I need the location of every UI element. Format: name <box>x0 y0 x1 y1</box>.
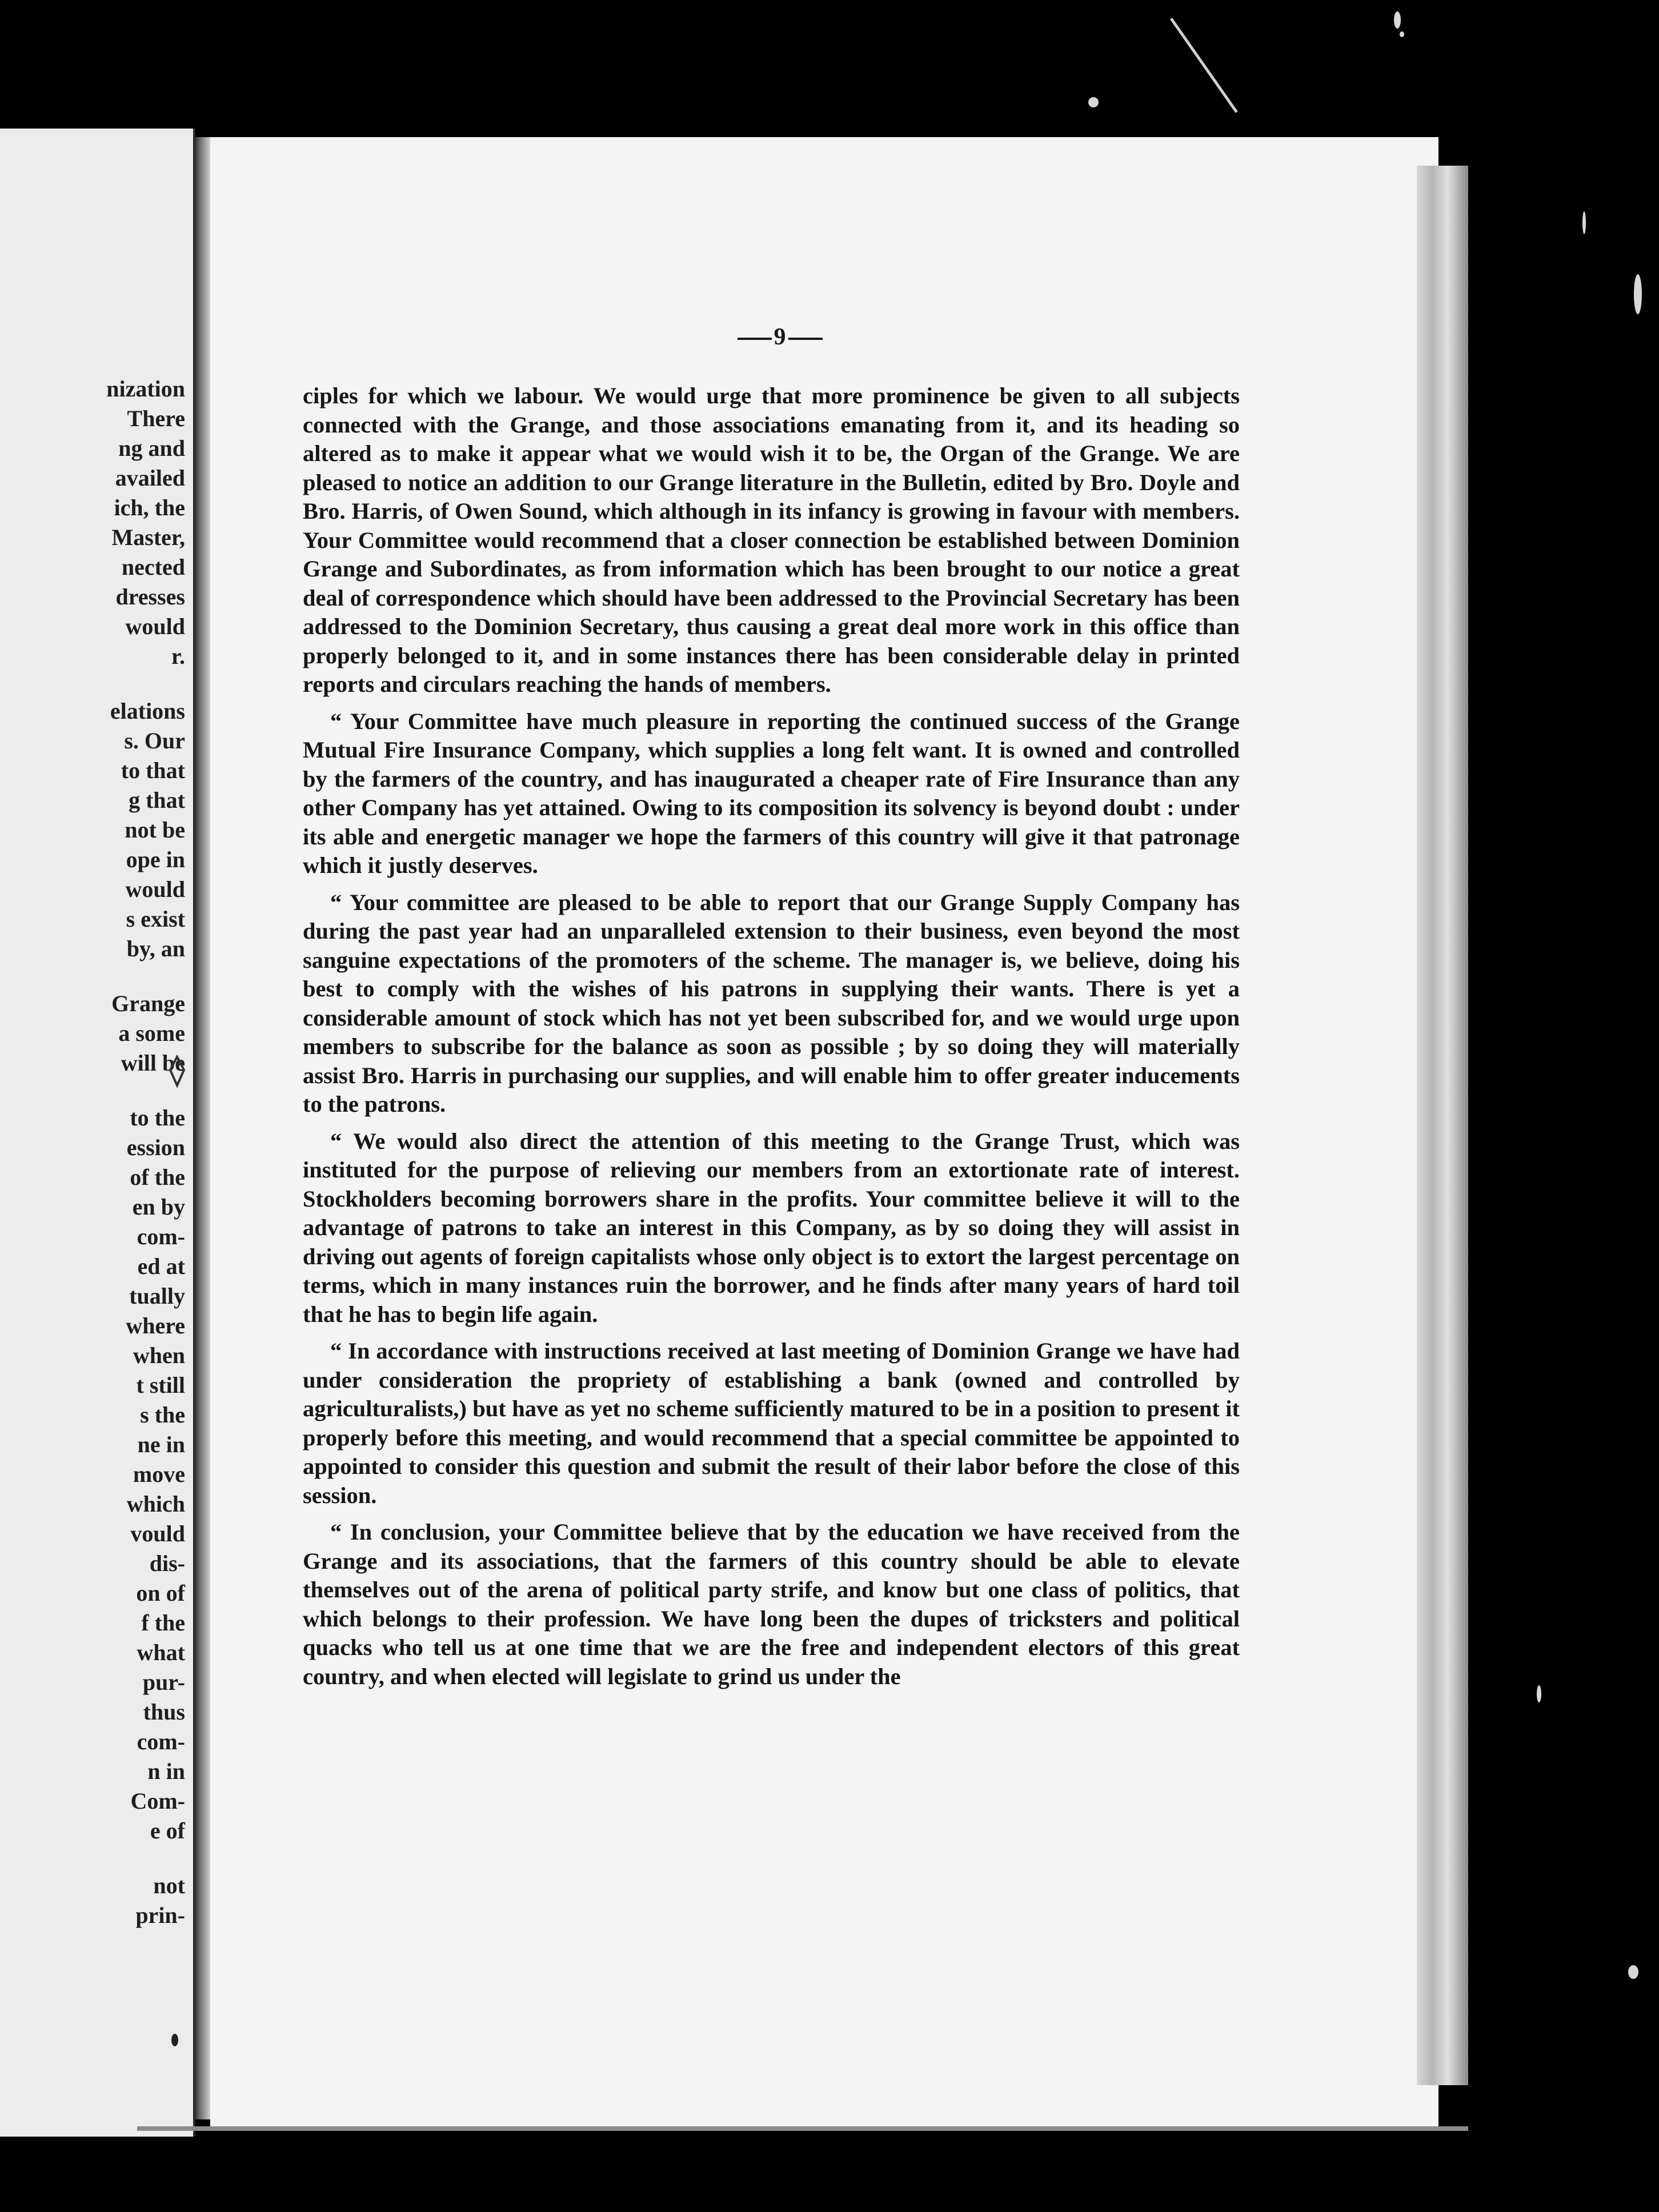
previous-page-line: s. Our <box>124 728 185 754</box>
previous-page-text <box>2 374 185 1930</box>
page-number <box>717 323 843 351</box>
dust-speck <box>1088 97 1099 107</box>
previous-page-line: prin- <box>135 1902 185 1928</box>
paragraph: “ In accordance with instructions received at last meeting of Dominion Grange we have had under consideration the propriety of establishing a bank (owned and controlled by agriculturalists,) but have as yet no scheme sufficiently matured to be in a position to present it properly before this meeting, and would recommend that a special committee be appointed to appointed to consider this question and submit the result of their labor before the close of this session. <box>303 1338 1240 1508</box>
previous-page-line: com- <box>137 1224 185 1249</box>
page-gutter <box>193 137 210 2119</box>
previous-page-line: dis- <box>149 1550 185 1576</box>
previous-page-line: pur- <box>142 1669 185 1695</box>
previous-page-line: com- <box>137 1729 185 1754</box>
previous-page-line: not <box>153 1873 185 1898</box>
previous-page-line: There <box>127 406 185 431</box>
previous-page-line: f the <box>141 1610 185 1636</box>
previous-page-line: dresses <box>115 584 185 610</box>
previous-page-line: would <box>125 614 185 639</box>
previous-page-line: by, an <box>126 936 185 961</box>
previous-page-line: to that <box>121 758 185 783</box>
paragraph: “ Your committee are pleased to be able to report that our Grange Supply Company has during the past year had an unparalleled extension to their business, even beyond the most sanguine expectations of the promoters of the scheme. The manager is, we believe, doing his best to comply with the wishes of his patrons in supplying their wants. There is yet a considerable amount of stock which has not yet been subscribed for, and we would urge upon members to subscribe for the balance as soon as possible ; by so doing they will materially assist Bro. Harris in purchasing our supplies, and will enable him to offer greater inducements to the patrons. <box>303 889 1240 1117</box>
previous-page-line: what <box>137 1640 185 1665</box>
previous-page-line: nization <box>106 376 185 402</box>
previous-page-line: tually <box>129 1283 185 1309</box>
previous-page-line: to the <box>130 1105 185 1131</box>
dust-speck <box>1628 1965 1638 1979</box>
previous-page-line: elations <box>110 698 185 724</box>
previous-page-line: would <box>125 876 185 902</box>
previous-page-line: s exist <box>126 906 185 932</box>
page-body-text <box>303 382 1240 1699</box>
previous-page-line: s the <box>140 1402 185 1428</box>
previous-page-line: will be <box>121 1050 185 1076</box>
previous-page-line: Master, <box>111 524 185 550</box>
previous-page-line: on of <box>136 1580 185 1606</box>
previous-page-line: vould <box>130 1521 185 1546</box>
previous-page-line: e of <box>150 1818 185 1844</box>
dust-speck <box>1537 1685 1541 1702</box>
previous-page-line: ich, the <box>114 495 185 520</box>
paragraph: “ We would also direct the attention of this meeting to the Grange Trust, which was instituted for the purpose of relieving our members from an extortionate rate of interest. Stockholders becoming borrowers share in the profits. Your committee believe it will to the advantage of patrons to take an interest in this Company, as by so doing they will assist in driving out agents of foreign capitalists whose only object is to extort the largest percentage on terms, which in many instances ruin the borrower, and he finds after many years of hard toil that he has to begin life again. <box>303 1128 1240 1327</box>
previous-page-line: not be <box>125 817 185 843</box>
dust-speck <box>1400 31 1404 37</box>
previous-page-line: en by <box>132 1194 185 1220</box>
previous-page-line: g that <box>129 787 185 813</box>
previous-page-line: a some <box>118 1020 185 1046</box>
page-bottom-edge <box>137 2126 1468 2131</box>
page-number-value: 9 <box>774 324 786 350</box>
previous-page-line: ng and <box>118 435 185 461</box>
previous-page-line: thus <box>143 1699 185 1725</box>
line-gap <box>2 964 185 989</box>
line-gap <box>2 1078 185 1103</box>
line-gap <box>2 671 185 696</box>
dust-speck <box>1582 211 1586 234</box>
binding-mark-icon <box>166 1054 189 1088</box>
previous-page-line: t still <box>136 1372 185 1398</box>
previous-page-line: move <box>133 1461 185 1487</box>
film-scratch <box>1170 18 1238 113</box>
ink-blot <box>171 2034 178 2046</box>
paragraph: “ Your Committee have much pleasure in reporting the continued success of the Grange Mutual Fire Insurance Company, which supplies a long felt want. It is owned and controlled by the farmers of the country, and has inaugurated a cheaper rate of Fire Insurance than any other Company has yet attained. Owing to its composition its solvency is beyond doubt : under its able and energetic manager we hope the farmers of this country will give it that patronage which it justly deserves. <box>303 708 1240 878</box>
line-gap <box>2 1846 185 1871</box>
previous-page-line: nected <box>121 554 185 580</box>
previous-page-line: when <box>133 1343 185 1368</box>
previous-page-fragment <box>0 129 195 2137</box>
previous-page-line: where <box>126 1313 185 1339</box>
page-number-dash-left <box>738 338 772 340</box>
previous-page-line: Com- <box>130 1788 185 1814</box>
page-edge-shadow <box>1417 166 1468 2085</box>
previous-page-line: Grange <box>111 991 185 1016</box>
page-number-dash-right <box>788 338 823 340</box>
previous-page-line: ne in <box>137 1432 185 1457</box>
previous-page-line: r. <box>171 643 185 669</box>
previous-page-line: ession <box>126 1135 185 1160</box>
previous-page-line: availed <box>115 465 185 491</box>
previous-page-line: ed at <box>137 1253 185 1279</box>
paragraph: ciples for which we labour. We would urge that more prominence be given to all subjects connected with the Grange, and those associations emanating from it, and its heading so altered as to make it appear what we would wish it to be, the Organ of the Grange. We are pleased to notice an addition to our Grange literature in the Bulletin, edited by Bro. Doyle and Bro. Harris, of Owen Sound, which although in its infancy is growing in favour with members. Your Committee would recommend that a closer connection be established between Dominion Grange and Subordinates, as from information which has been brought to our notice a great deal of correspondence which should have been addressed to the Provincial Secretary has been addressed to the Dominion Secretary, thus causing a great deal more work in this office than properly belonged to it, and in some instances there has been considerable delay in printed reports and circulars reaching the hands of members. <box>303 383 1240 697</box>
previous-page-line: of the <box>130 1164 185 1190</box>
dust-speck <box>1394 11 1401 29</box>
previous-page-line: which <box>126 1491 185 1517</box>
previous-page-line: n in <box>147 1758 185 1784</box>
paragraph: “ In conclusion, your Committee believe that by the education we have received from the Grange and its associations, that the farmers of this country should be able to elevate themselves out of the arena of political party strife, and know but one class of politics, that which belongs to their profession. We have long been the dupes of tricksters and political quacks who tell us at one time that we are the free and independent electors of this great country, and when elected will legislate to grind us under the <box>303 1519 1240 1689</box>
dust-speck <box>1634 274 1642 314</box>
previous-page-line: ope in <box>126 847 185 872</box>
